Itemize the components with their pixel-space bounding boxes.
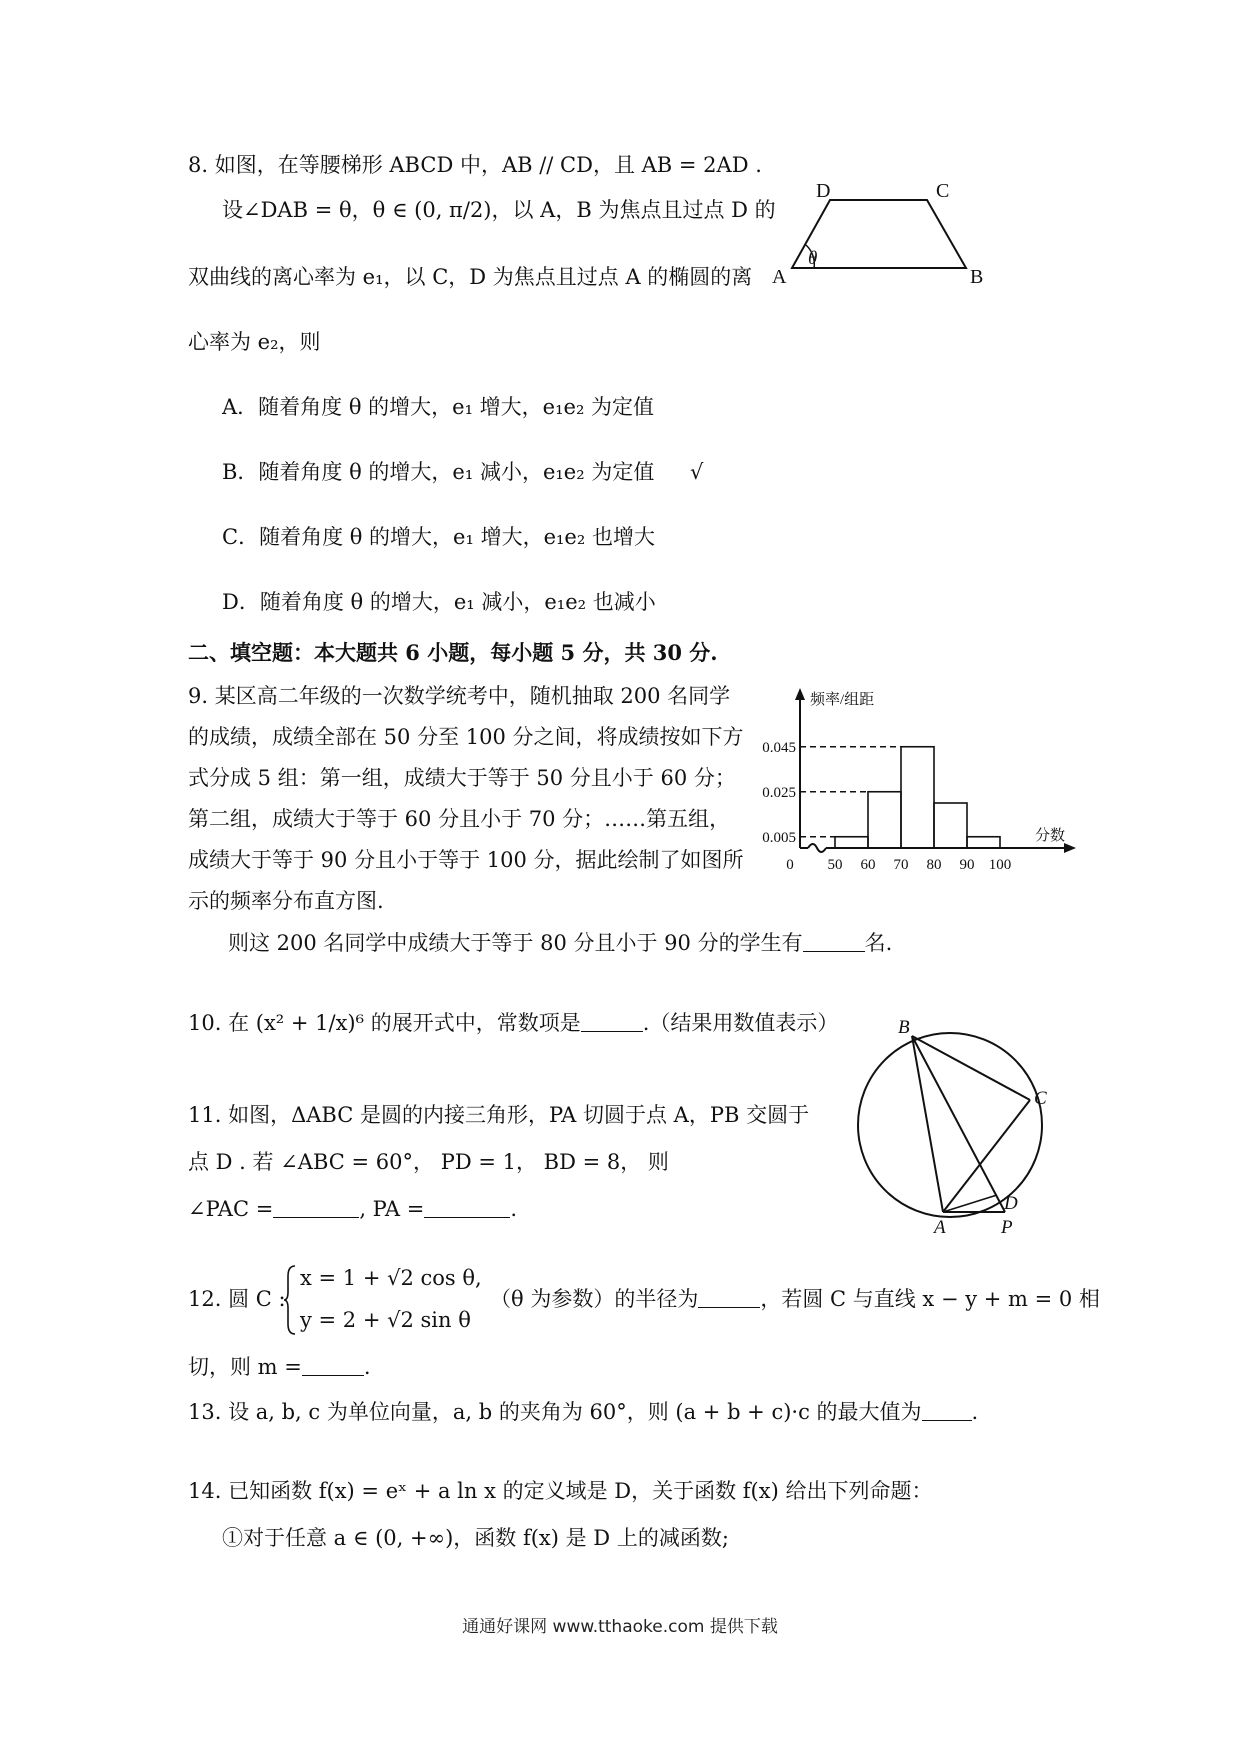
q9-question-end: 名. — [864, 931, 893, 955]
q12-mid2: ，若圆 C 与直线 x − y + m = 0 相 — [760, 1287, 1100, 1311]
page-footer: 通通好课网 www.tthaoke.com 提供下载 — [462, 1617, 778, 1637]
label-C: C — [936, 180, 950, 202]
x-axis-label: 分数 — [1034, 828, 1066, 844]
q9-line-4: 第二组，成绩大于等于 60 分且小于 70 分；……第五组， — [188, 807, 731, 831]
histogram-bar — [934, 803, 967, 848]
label-A: A — [934, 1217, 946, 1238]
q8-line-2: 设∠DAB = θ，θ ∈ (0, π/2)，以 A，B 为焦点且过点 D 的 — [222, 198, 776, 222]
x-tick-label: 50 — [827, 857, 843, 873]
q9-question — [228, 928, 892, 958]
q12-m-blank[interactable] — [302, 1355, 364, 1376]
label-theta: θ — [808, 248, 818, 269]
q13-tail: . — [971, 1400, 979, 1424]
histogram-bar — [901, 747, 934, 848]
label-A: A — [772, 266, 787, 288]
q12-line-2 — [188, 1352, 371, 1382]
q11-pac-blank[interactable] — [273, 1197, 359, 1218]
q8-option-b: B．随着角度 θ 的增大，e₁ 减小，e₁e₂ 为定值 — [222, 460, 655, 484]
histogram-bar — [967, 837, 1000, 848]
label-C: C — [1034, 1088, 1047, 1109]
q8-line-1: 8. 如图，在等腰梯形 ABCD 中，AB // CD，且 AB = 2AD . — [188, 153, 762, 177]
q8-option-d: D．随着角度 θ 的增大，e₁ 减小，e₁e₂ 也减小 — [222, 590, 656, 614]
label-B: B — [970, 266, 984, 288]
x-tick-label: 90 — [959, 857, 975, 873]
q9-line-5: 成绩大于等于 90 分且小于等于 100 分，据此绘制了如图所 — [188, 848, 744, 872]
q10 — [188, 1008, 838, 1038]
q12-eq-2: y = 2 + √2 sin θ — [300, 1308, 471, 1332]
q10-tail: .（结果用数值表示） — [642, 1011, 839, 1035]
histogram-axes — [795, 688, 1076, 853]
label-D: D — [1004, 1193, 1018, 1214]
x-axis-break — [808, 844, 826, 852]
x-tick-label: 70 — [893, 857, 909, 873]
y-tick-label: 0.005 — [762, 829, 796, 846]
section-2-title: 二、填空题：本大题共 6 小题，每小题 5 分，共 30 分. — [188, 640, 718, 665]
label-D: D — [816, 180, 831, 202]
q11-end: . — [510, 1197, 517, 1221]
y-tick-label: 0.025 — [762, 784, 796, 801]
q13 — [188, 1397, 978, 1427]
label-P: P — [1001, 1217, 1013, 1238]
q10-answer-blank[interactable] — [581, 1011, 643, 1032]
q11-line-1: 11. 如图，ΔABC 是圆的内接三角形，PA 切圆于点 A，PB 交圆于 — [188, 1103, 810, 1127]
q8-line-4: 心率为 e₂，则 — [188, 330, 321, 354]
q12-mid-text: （θ 为参数）的半径为 — [490, 1287, 699, 1311]
q8-option-b-check: √ — [690, 460, 704, 484]
q14-line-2: ①对于任意 a ∈ (0, +∞)，函数 f(x) 是 D 上的减函数; — [222, 1526, 729, 1550]
x-axis-arrow — [1064, 843, 1076, 853]
q12-eq-1: x = 1 + √2 cos θ, — [300, 1266, 482, 1290]
q9-line-2: 的成绩，成绩全部在 50 分至 100 分之间，将成绩按如下方 — [188, 725, 744, 749]
q11-line-2: 点 D . 若 ∠ABC = 60°， PD = 1， BD = 8， 则 — [188, 1150, 669, 1174]
q8-option-a: A．随着角度 θ 的增大，e₁ 增大，e₁e₂ 为定值 — [222, 395, 655, 419]
trapezoid-figure — [770, 175, 1030, 295]
q9-line-3: 式分成 5 组：第一组，成绩大于等于 50 分且小于 60 分； — [188, 766, 736, 790]
y-axis-arrow — [795, 688, 805, 700]
q9-answer-blank[interactable] — [803, 931, 865, 952]
histogram-bar — [868, 792, 901, 848]
q9-line-1: 9. 某区高二年级的一次数学统考中，随机抽取 200 名同学 — [188, 684, 731, 708]
q10-text: 10. 在 (x² + 1/x)⁶ 的展开式中，常数项是 — [188, 1011, 581, 1035]
q12-radius-blank[interactable] — [698, 1287, 760, 1308]
q13-answer-blank[interactable] — [922, 1400, 972, 1421]
q9-question-text: 则这 200 名同学中成绩大于等于 80 分且小于 90 分的学生有 — [228, 931, 803, 955]
x-tick-label: 100 — [988, 857, 1012, 873]
q12-line2-text: 切，则 m = — [188, 1355, 302, 1379]
histogram-bar — [835, 837, 868, 848]
y-tick-label: 0.045 — [762, 739, 796, 756]
frequency-histogram — [750, 688, 1100, 888]
q12-line2-end: . — [363, 1355, 371, 1379]
q9-line-6: 示的频率分布直方图. — [188, 889, 384, 913]
histogram-bars — [835, 747, 1000, 848]
x-tick-label: 80 — [926, 857, 942, 873]
q11-pac-label: ∠PAC = — [188, 1197, 274, 1221]
q14-line-1: 14. 已知函数 f(x) = eˣ + a ln x 的定义域是 D，关于函数 f(x) 给出下列命题： — [188, 1479, 933, 1503]
q11-line-3 — [188, 1194, 517, 1224]
q13-text: 13. 设 a, b, c 为单位向量，a, b 的夹角为 60°，则 (a + b + c)·c 的最大值为 — [188, 1400, 922, 1424]
q8-line-3: 双曲线的离心率为 e₁，以 C，D 为焦点且过点 A 的椭圆的离 — [188, 265, 753, 289]
x-tick-label: 60 — [860, 857, 876, 873]
label-B: B — [898, 1017, 910, 1038]
q12-prefix: 12. 圆 C : — [188, 1287, 286, 1311]
q8-option-c: C．随着角度 θ 的增大，e₁ 增大，e₁e₂ 也增大 — [222, 525, 655, 549]
circle-figure — [840, 1017, 1070, 1250]
q11-pa-blank[interactable] — [424, 1197, 510, 1218]
histogram-labels — [762, 691, 1065, 873]
x-tick-label: 0 — [786, 857, 794, 873]
y-axis-label: 频率/组距 — [810, 692, 875, 708]
q12-mid — [490, 1284, 1100, 1314]
brace-icon — [283, 1264, 297, 1336]
q11-pa-label: , PA = — [359, 1197, 425, 1221]
